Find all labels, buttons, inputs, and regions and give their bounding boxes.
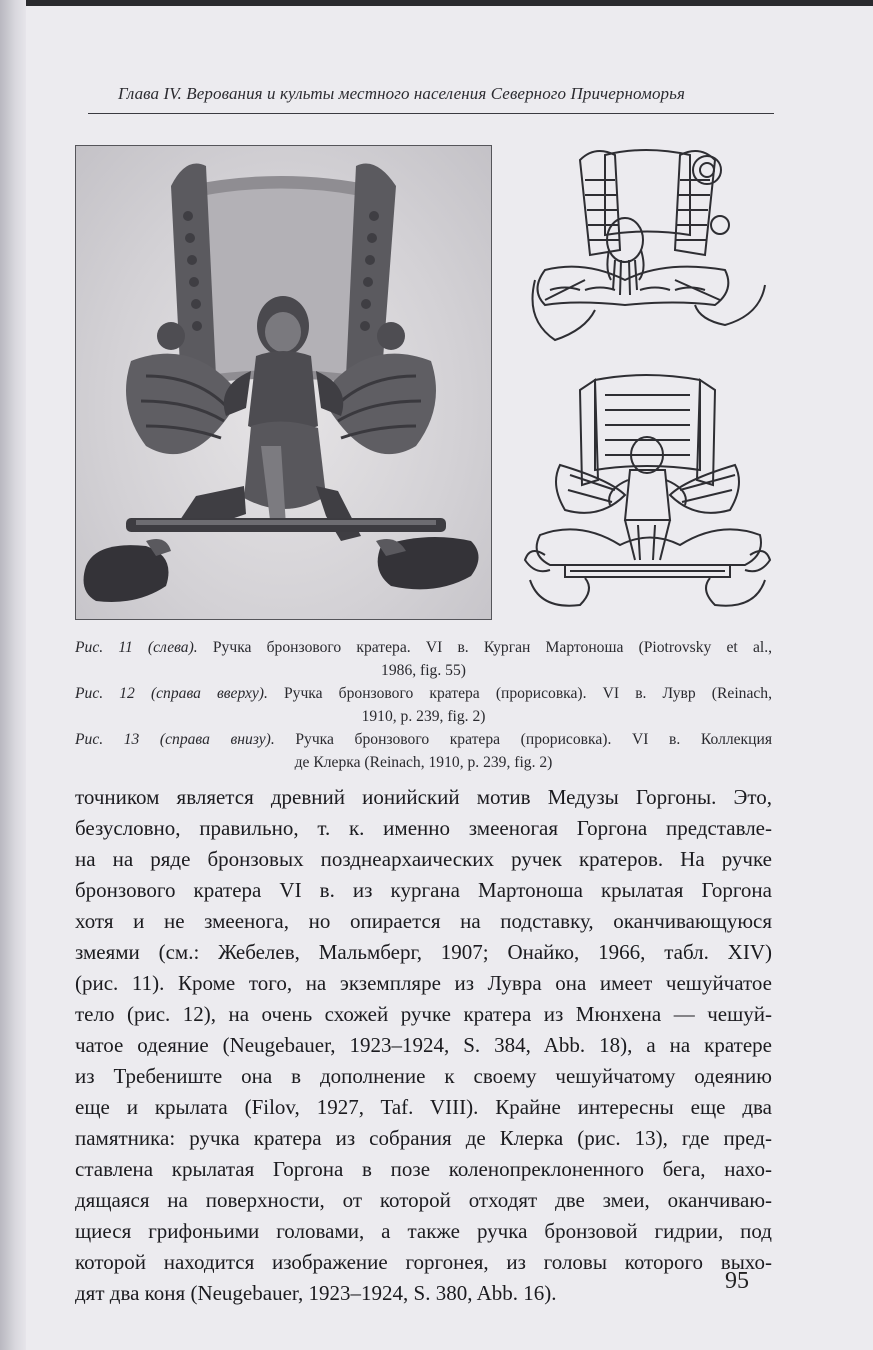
figure-11-label: Рис. 11 (слева). bbox=[75, 639, 198, 656]
book-spine-shadow bbox=[0, 0, 26, 1350]
body-text bbox=[75, 782, 772, 1309]
figure-13-label: Рис. 13 (справа внизу). bbox=[75, 731, 275, 748]
body-line: из Требениште она в дополнение к своему чешуйчатому одеянию bbox=[75, 1064, 772, 1088]
body-line: хотя и не змееногa, но опирается на подставку, оканчивающуюся bbox=[75, 909, 772, 933]
body-line: памятника: ручка кратера из собрания де Клерка (рис. 13), где пред- bbox=[75, 1126, 772, 1150]
body-line: еще и крылата (Filov, 1927, Taf. VIII). Крайне интересны еще два bbox=[75, 1095, 772, 1119]
body-line: щиеся грифоньими головами, а также ручка бронзовой гидрии, под bbox=[75, 1219, 772, 1243]
figure-12-caption bbox=[75, 682, 772, 728]
body-line: змеями (см.: Жебелев, Мальмберг, 1907; Онайко, 1966, табл. XIV) bbox=[75, 940, 772, 964]
figure-12-drawing bbox=[525, 140, 770, 355]
body-line: точником является древний ионийский мотив Медузы Горгоны. Это, bbox=[75, 785, 772, 809]
body-line: дящаяся на поверхности, от которой отходят две змеи, оканчиваю- bbox=[75, 1188, 772, 1212]
body-line: тело (рис. 12), на очень схожей ручке кратера из Мюнхена — чешуй- bbox=[75, 1002, 772, 1026]
figure-13-caption bbox=[75, 728, 772, 774]
body-line: ставлена крылатая Горгона в позе коленопреклоненного бега, нахо- bbox=[75, 1157, 772, 1181]
figure-11-caption bbox=[75, 636, 772, 682]
body-line: (рис. 11). Кроме того, на экземпляре из Лувра она имеет чешуйчатое bbox=[75, 971, 772, 995]
running-head: Глава IV. Верования и культы местного населения Северного Причерноморья bbox=[118, 84, 685, 103]
figure-12-label: Рис. 12 (справа вверху). bbox=[75, 685, 268, 702]
figure-11-photo bbox=[75, 145, 492, 620]
body-line: дят два коня (Neugebauer, 1923–1924, S. 380, Abb. 16). bbox=[75, 1281, 557, 1305]
page-number: 95 bbox=[725, 1268, 749, 1294]
body-line: которой находится изображение горгонея, из головы которого выхо- bbox=[75, 1250, 772, 1274]
body-line: безусловно, правильно, т. к. именно змееногая Горгона представле- bbox=[75, 816, 772, 840]
figure-13-drawing bbox=[520, 370, 775, 620]
figure-11-text: Ручка бронзового кратера. VI в. Курган Мартоноша (Piotrovsky et al., bbox=[197, 639, 772, 656]
body-line: чатое одеяние (Neugebauer, 1923–1924, S. 384, Abb. 18), а на кратере bbox=[75, 1033, 772, 1057]
figure-13-text-cont: де Клерка (Reinach, 1910, p. 239, fig. 2) bbox=[294, 754, 553, 771]
figure-12-text-cont: 1910, p. 239, fig. 2) bbox=[361, 708, 486, 725]
figure-13-text: Ручка бронзового кратера (прорисовка). VI в. Коллекция bbox=[274, 731, 773, 748]
figure-12-text: Ручка бронзового кратера (прорисовка). VI в. Лувр (Reinach, bbox=[267, 685, 772, 702]
body-line: бронзового кратера VI в. из кургана Мартоноша крылатая Горгона bbox=[75, 878, 772, 902]
figure-11-text-cont: 1986, fig. 55) bbox=[381, 662, 466, 679]
header-rule bbox=[88, 113, 774, 114]
body-line: на на ряде бронзовых позднеархаических ручек кратеров. На ручке bbox=[75, 847, 772, 871]
